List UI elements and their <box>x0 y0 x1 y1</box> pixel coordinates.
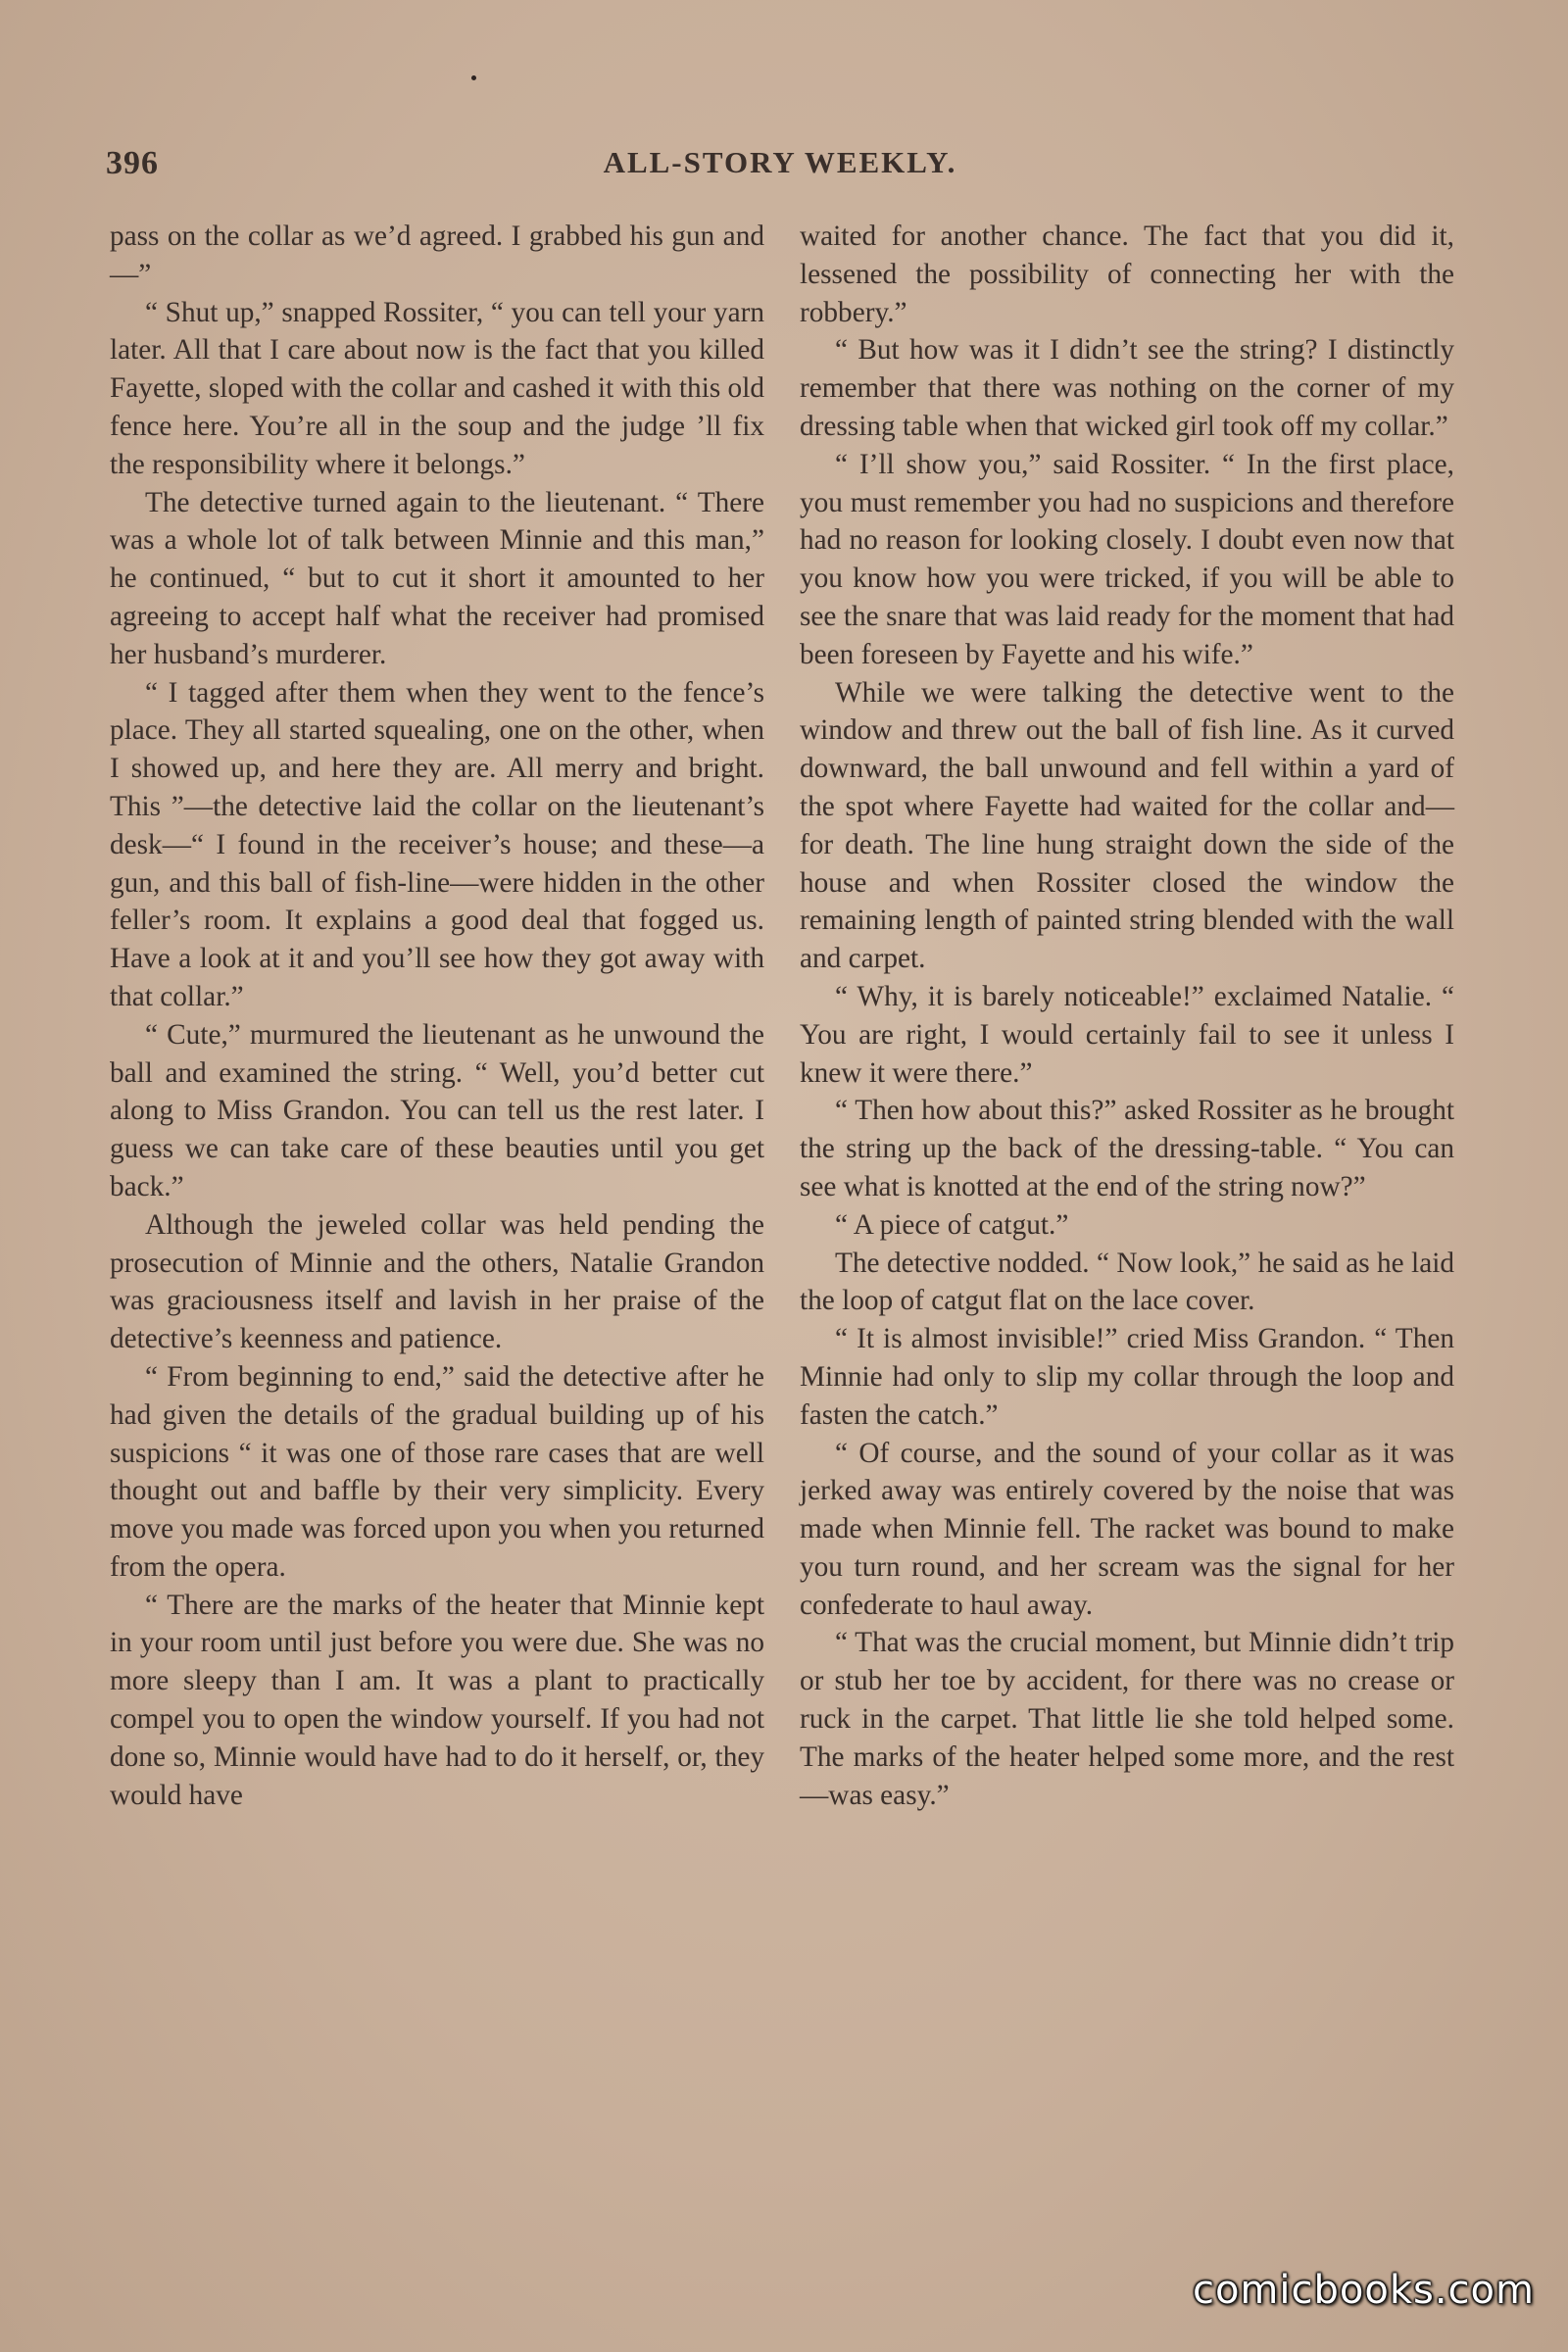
paragraph: waited for another chance. The fact that you did it, lessened the possibility of connecting her with the robbery.” <box>800 220 1454 328</box>
paragraph: “ Why, it is barely noticeable!” exclaimed Natalie. “ You are right, I would certainly fail to see it unless I knew it were there.” <box>800 980 1454 1089</box>
paragraph: “ I tagged after them when they went to the fence’s place. They all started squealing, one on the other, when I showed up, and here they are. All merry and bright. This ”—the detective laid the collar on the lieutenant’s desk—“ I found in the receiver’s house; and these—a gun, and this ball of fish-line—were hidden in the other feller’s room. It explains a good deal that fogged us. Have a look at it and you’ll see how they got away with that collar.” <box>110 676 764 1012</box>
paragraph: “ A piece of catgut.” <box>835 1208 1069 1241</box>
ink-speck <box>471 75 476 80</box>
paragraph: The detective nodded. “ Now look,” he said as he laid the loop of catgut flat on the lace cover. <box>800 1247 1454 1317</box>
page-header <box>106 145 1454 188</box>
running-title: ALL-STORY WEEKLY. <box>603 145 957 179</box>
paragraph: “ Of course, and the sound of your collar as it was jerked away was entirely covered by the noise that was made when Minnie fell. The racket was bound to make you turn round, and her scream was the signal for her confederate to haul away. <box>800 1437 1454 1621</box>
watermark: comicbooks.com <box>1192 2268 1535 2313</box>
paragraph: “ Then how about this?” asked Rossiter as he brought the string up the back of the dressing-table. “ You can see what is knotted at the end of the string now?” <box>800 1095 1454 1202</box>
paragraph: “ But how was it I didn’t see the string? I distinctly remember that there was nothing on the corner of my dressing table when that wicked girl took off my collar.” <box>800 334 1454 442</box>
paragraph: “ There are the marks of the heater that Minnie kept in your room until just before you were due. She was no more sleepy than I am. It was a plant to practically compel you to open the window yourself. If you had not done so, Minnie would have had to do it herself, or, they would have <box>110 1589 764 1811</box>
right-text-column <box>800 218 1454 1814</box>
paragraph: “ I’ll show you,” said Rossiter. “ In the first place, you must remember you had no suspicions and therefore had no reason for looking closely. I doubt even now that you know how you were tricked, if you will be able to see the snare that was laid ready for the moment that had been foreseen by Fayette and his wife.” <box>800 448 1454 670</box>
paragraph: “ It is almost invisible!” cried Miss Grandon. “ Then Minnie had only to slip my collar through the loop and fasten the catch.” <box>800 1323 1454 1431</box>
paragraph: pass on the collar as we’d agreed. I grabbed his gun and—” <box>110 220 764 290</box>
paragraph: The detective turned again to the lieutenant. “ There was a whole lot of talk between Minnie and this man,” he continued, “ but to cut it short it amounted to her agreeing to accept half what the receiver had promised her husband’s murderer. <box>110 486 764 670</box>
paragraph: “ From beginning to end,” said the detective after he had given the details of the gradual building up of his suspicions “ it was one of those rare cases that are well thought out and baffle by their very simplicity. Every move you made was forced upon you when you returned from the opera. <box>110 1360 764 1583</box>
paragraph: Although the jeweled collar was held pending the prosecution of Minnie and the others, Natalie Grandon was graciousness itself and lavish in her praise of the detective’s keenness and patience. <box>110 1208 764 1355</box>
page-number: 396 <box>106 145 159 181</box>
left-text-column <box>110 218 764 1814</box>
paragraph: “ Cute,” murmured the lieutenant as he unwound the ball and examined the string. “ Well, you’d better cut along to Miss Grandon. You can tell us the rest later. I guess we can take care of these beauties until you get back.” <box>110 1018 764 1202</box>
paragraph: “ Shut up,” snapped Rossiter, “ you can tell your yarn later. All that I care about now is the fact that you killed Fayette, sloped with the collar and cashed it with this old fence here. You’re all in the soup and the judge ’ll fix the responsibility where it belongs.” <box>110 296 764 480</box>
paragraph: “ That was the crucial moment, but Minnie didn’t trip or stub her toe by accident, for there was no crease or ruck in the carpet. That little lie she told helped some. The marks of the heater helped some more, and the rest—was easy.” <box>800 1627 1454 1811</box>
paragraph: While we were talking the detective went to the window and threw out the ball of fish line. As it curved downward, the ball unwound and fell within a yard of the spot where Fayette had waited for the collar and—for death. The line hung straight down the side of the house and when Rossiter closed the window the remaining length of painted string blended with the wall and carpet. <box>800 676 1454 975</box>
